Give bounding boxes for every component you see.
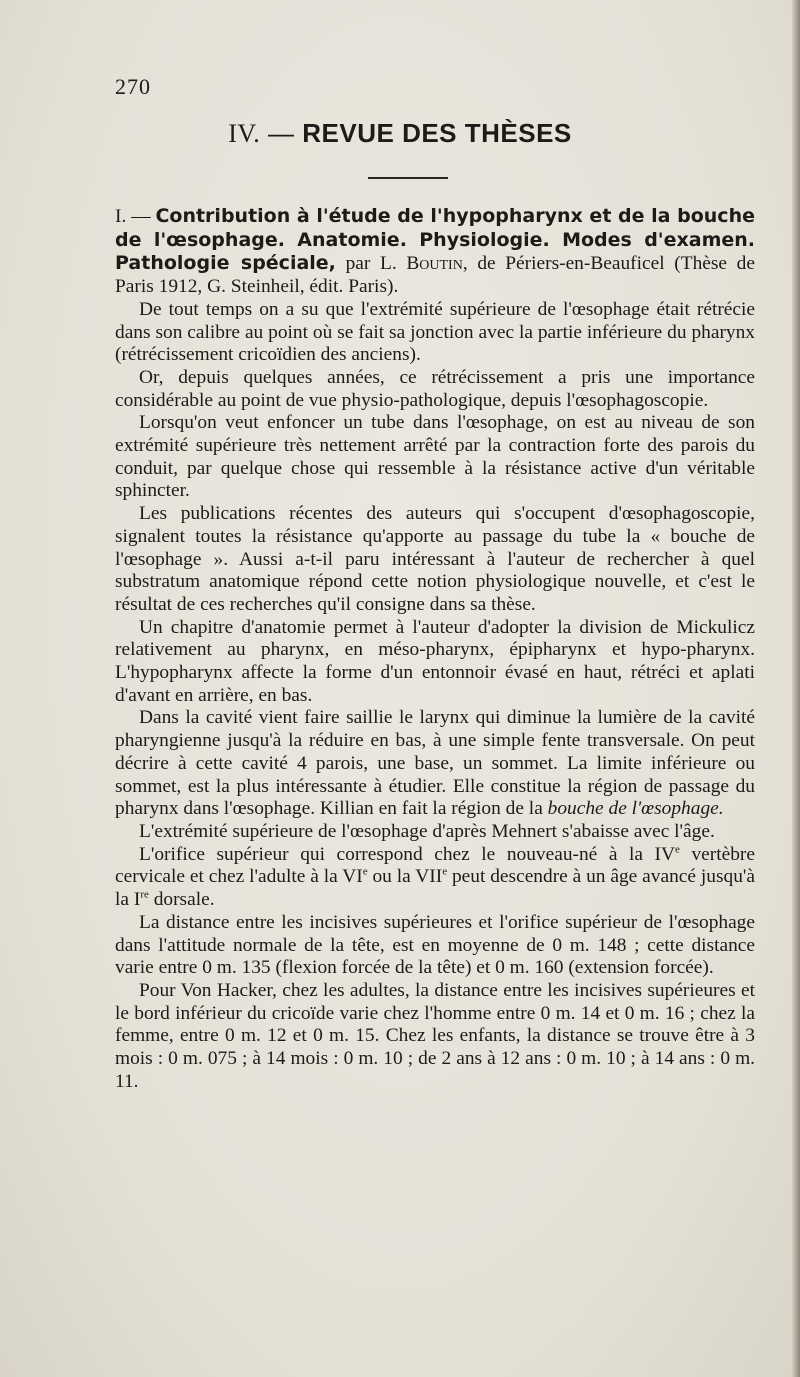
paragraph-3: Lorsqu'on veut enfoncer un tube dans l'œsophage, on est au niveau de son extrémité supérieure très nettement arrêté par la contraction forte des parois du conduit, par quelque chose qui ressemble à la résistance active d'un véritable sphincter. (115, 412, 755, 502)
paragraph-10: Pour Von Hacker, chez les adultes, la distance entre les incisives supérieures et le bord inférieur du cricoïde varie chez l'homme entre 0 m. 14 et 0 m. 16 ; chez la femme, entre 0 m. 12 et 0 m. 15. Chez les enfants, la distance se trouve être à 3 mois : 0 m. 075 ; à 14 mois : 0 m. 10 ; de 2 ans à 12 ans : 0 m. 10 ; à 14 ans : 0 m. 11. (115, 979, 755, 1092)
article-affiliation: , de Périers-en-Beauficel (Thèse de Paris 1912, G. Steinheil, édit. Paris). (115, 253, 755, 298)
article-number: I. (115, 206, 127, 227)
paragraph-6-italic: bouche de l'œsophage. (547, 798, 724, 820)
p8-part-e: dorsale. (148, 889, 215, 911)
paragraph-4: Les publications récentes des auteurs qui s'occupent d'œsophagoscopie, signalent toutes la résistance qu'apporte au passage du tube la « bouche de l'œsophage ». Aussi a-t-il paru intéressant à l'auteur de rechercher à quel substratum anatomique répond cette notion physiologique nouvelle, et c'est le résultat de ces recherches qu'il consigne dans sa thèse. (115, 503, 755, 615)
paragraph-2: Or, depuis quelques années, ce rétrécissement a pris une importance considérable au point de vue physio-pathologique, depuis l'œsophagoscopie. (115, 366, 755, 411)
p8-sup-1: e (675, 843, 680, 856)
p8-part-c: ou la VII (367, 866, 443, 888)
article-author: Boutin (406, 253, 463, 275)
p8-part-d: peut descendre à un âge avancé jusqu'à la I (115, 866, 755, 911)
paragraph-5: Un chapitre d'anatomie permet à l'auteur d'adopter la division de Mickulicz relativement au pharynx, en méso-pharynx, épipharynx et hypo-pharynx. L'hypopharynx affecte la forme d'un entonnoir évasé en haut, rétréci et aplati d'avant en arrière, en bas. (115, 616, 755, 706)
section-dash: — (268, 118, 295, 148)
article-body (115, 205, 755, 1093)
p8-part-b: vertèbre cervicale et chez l'adulte à la VI (115, 843, 755, 888)
paragraph-6 (115, 707, 755, 821)
article-par: par L. (345, 253, 397, 275)
paragraph-9: La distance entre les incisives supérieures et l'orifice supérieur de l'œsophage dans l'attitude normale de la tête, est en moyenne de 0 m. 148 ; cette distance varie entre 0 m. 135 (flexion forcée de la tête) et 0 m. 160 (extension forcée). (115, 911, 755, 979)
section-heading: REVUE DES THÈSES (302, 118, 572, 148)
p8-sup-4: re (140, 888, 149, 901)
paragraph-6-text: Dans la cavité vient faire saillie le larynx qui diminue la lumière de la cavité pharyngienne jusqu'à la réduire en bas, à une simple fente transversale. On peut décrire à cette cavité 4 parois, une base, un sommet. La limite inférieure ou sommet, est la plus intéressante à étudier. Elle constitue la région de passage du pharynx dans l'œsophage. Killian en fait la région de la (115, 707, 755, 820)
article-heading (115, 205, 755, 299)
paragraph-1: De tout temps on a su que l'extrémité supérieure de l'œsophage était rétrécie dans son calibre au point où se fait sa jonction avec la partie inférieure du pharynx (rétrécissement cricoïdien des anciens). (115, 298, 755, 366)
section-title (0, 118, 800, 149)
p8-part-a: L'orifice supérieur qui correspond chez le nouveau-né à la IV (139, 843, 676, 865)
p8-sup-2: e (362, 865, 368, 878)
section-roman: IV. (228, 119, 261, 148)
page-number: 270 (115, 74, 151, 99)
title-rule (368, 177, 448, 179)
p8-sup-3: e (442, 865, 448, 878)
paragraph-7: L'extrémité supérieure de l'œsophage d'après Mehnert s'abaisse avec l'âge. (139, 820, 715, 842)
article-title: Contribution à l'étude de l'hypopharynx et de la bouche de l'œsophage. Anatomie. Physiologie. Modes d'examen. Pathologie spéciale, (115, 205, 755, 275)
article-dash: — (131, 206, 151, 227)
paragraph-8 (115, 844, 755, 912)
page-edge-shadow (792, 0, 800, 1377)
